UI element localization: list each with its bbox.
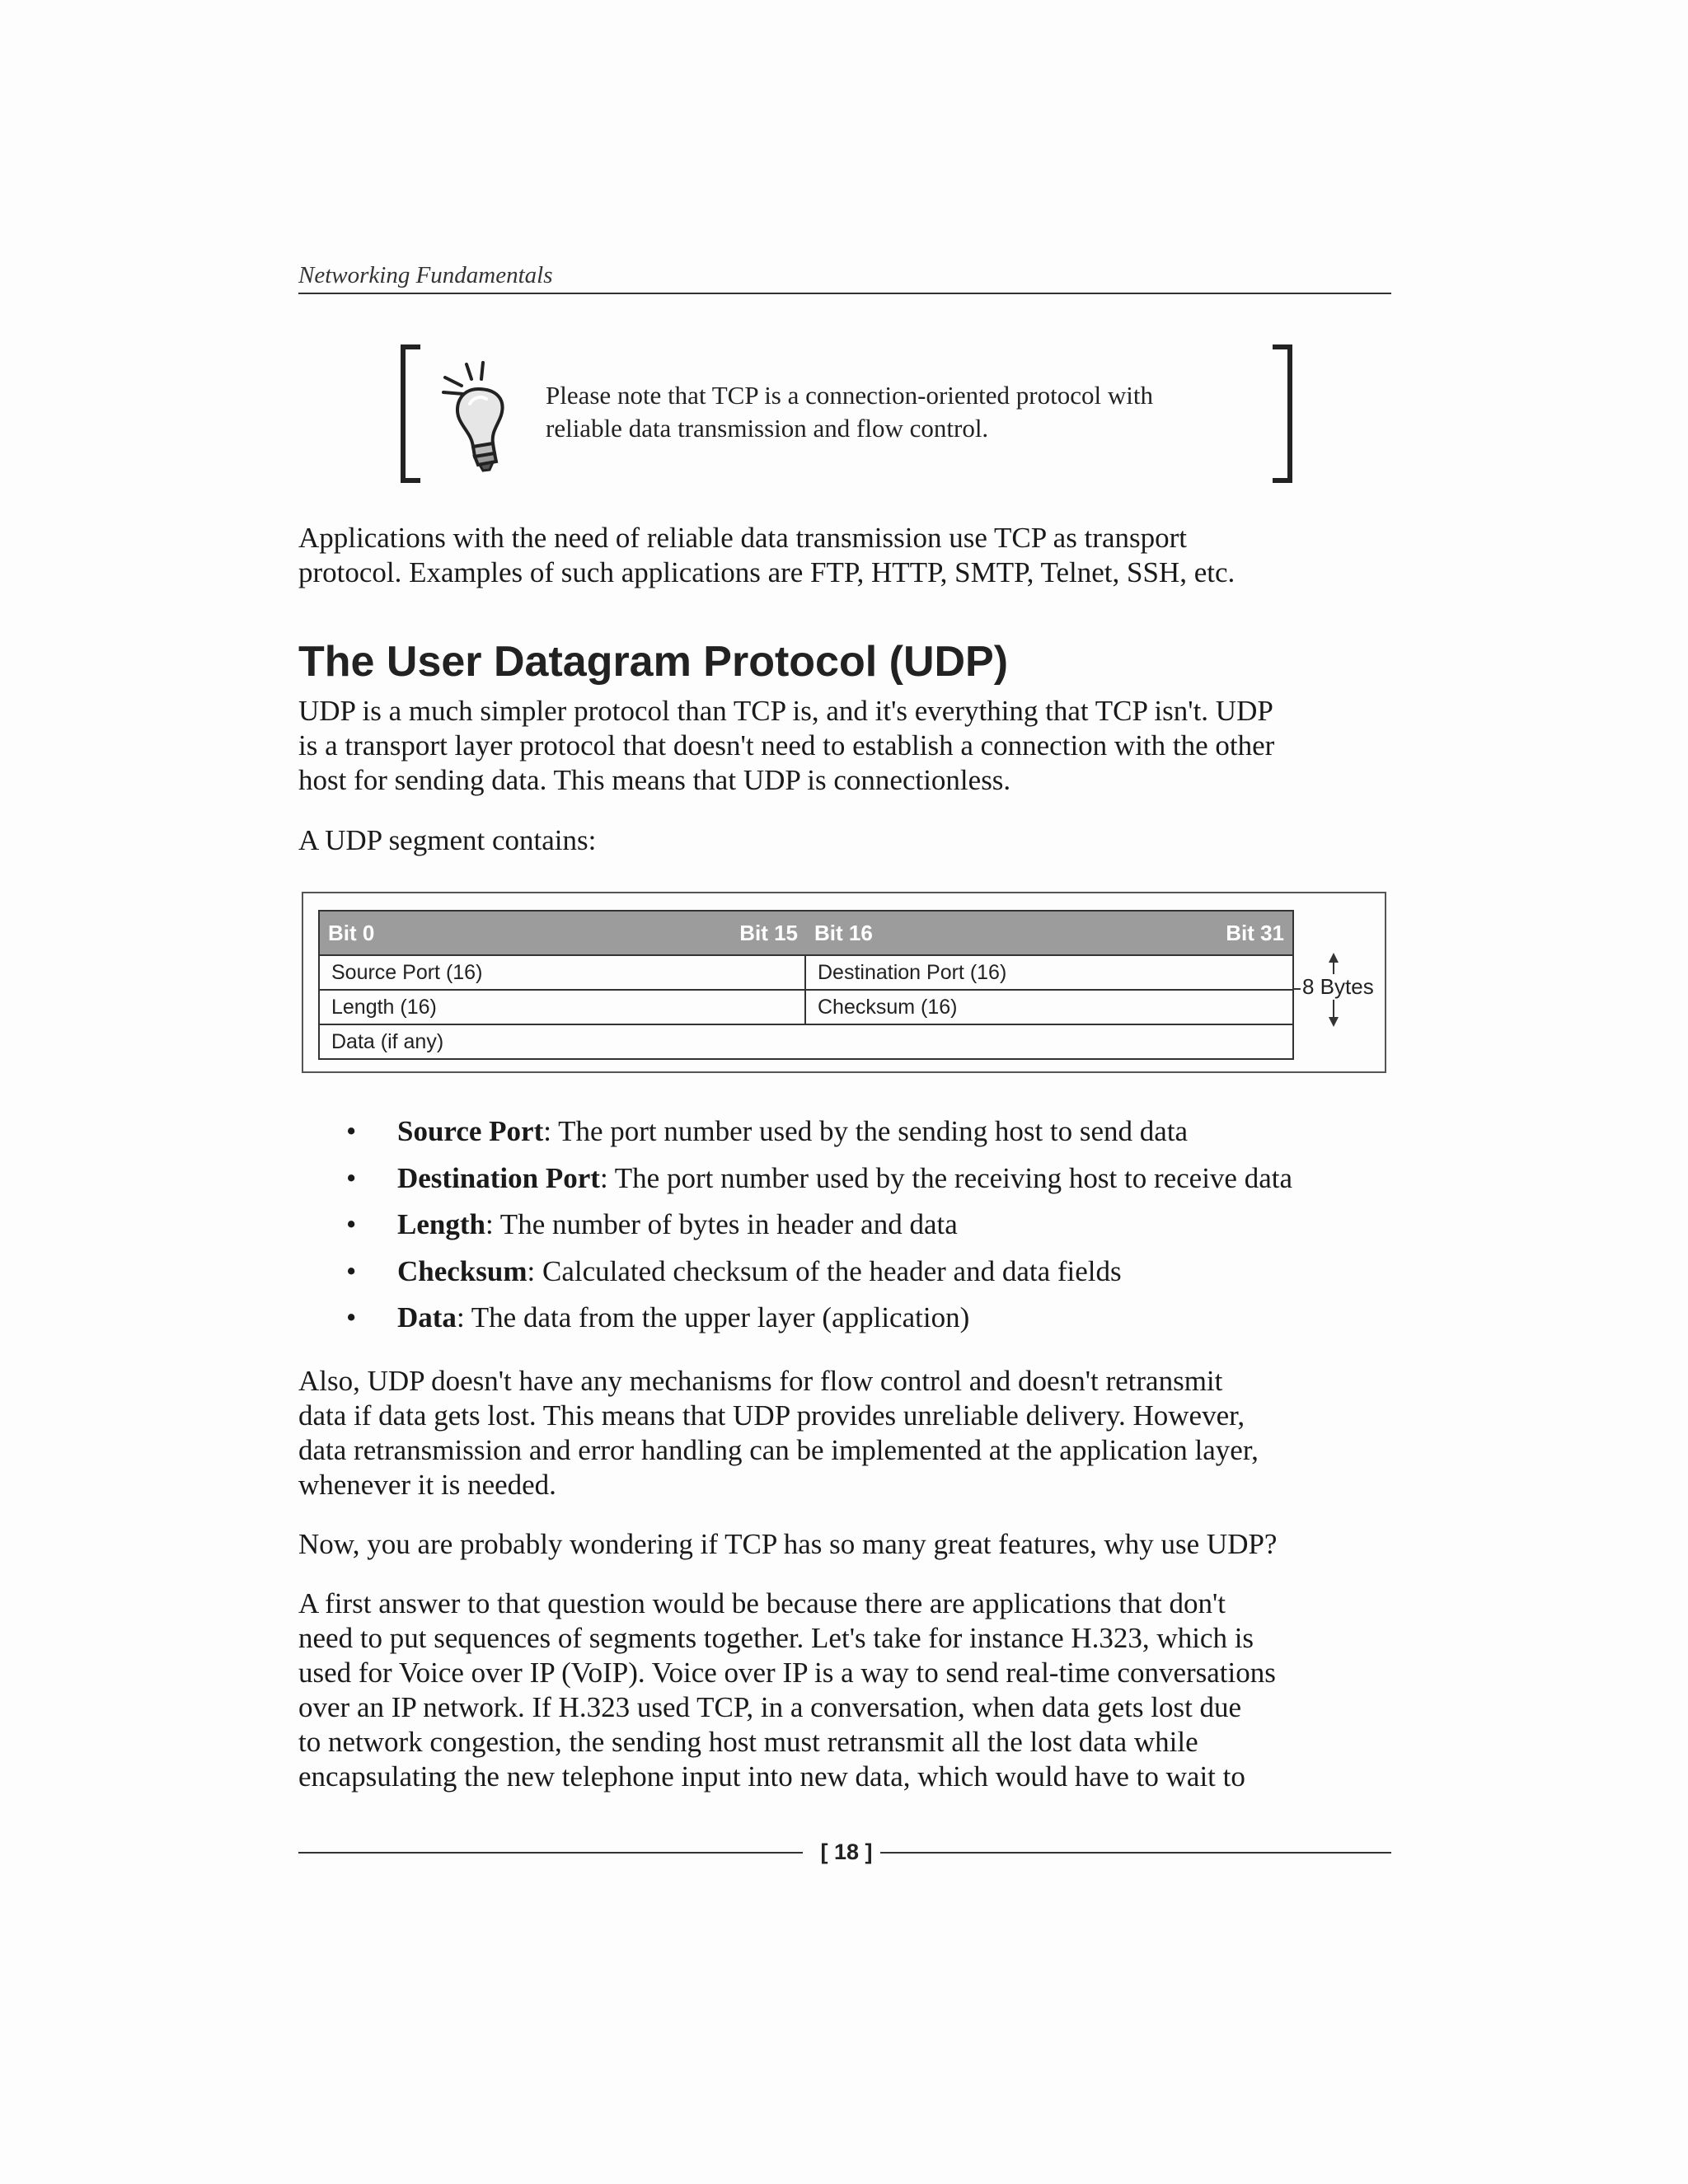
left-bracket: [401, 344, 420, 483]
page-number: [ 18 ]: [820, 1840, 873, 1864]
intro-paragraph: [298, 521, 1395, 590]
footer-rule: [298, 1852, 803, 1854]
list-desc: : The number of bytes in header and data: [485, 1208, 958, 1240]
page-footer: [298, 1840, 1391, 1864]
voip-paragraph: [298, 1586, 1395, 1794]
text-line: protocol. Examples of such applications are FTP, HTTP, SMTP, Telnet, SSH, etc.: [298, 556, 1236, 588]
flow-control-paragraph: [298, 1364, 1395, 1502]
list-item: • Checksum: Calculated checksum of the header and data fields: [346, 1254, 1122, 1287]
text-line: Applications with the need of reliable data transmission use TCP as transport: [298, 522, 1187, 554]
field-list: [346, 1114, 1418, 1347]
text-line: need to put sequences of segments together. Let's take for instance H.323, which is: [298, 1622, 1254, 1654]
bit-label: Bit 0: [328, 920, 375, 945]
text-line: encapsulating the new telephone input into new data, which would have to wait to: [298, 1760, 1245, 1793]
text-line: to network congestion, the sending host must retransmit all the lost data while: [298, 1726, 1198, 1758]
list-term: Source Port: [397, 1115, 544, 1147]
info-note-box: [394, 344, 1292, 476]
table-row: [320, 956, 1292, 989]
text-line: data if data gets lost. This means that UDP provides unreliable delivery. However,: [298, 1399, 1245, 1432]
lightbulb-icon: [438, 361, 513, 476]
list-term: Data: [397, 1301, 457, 1333]
bit-header-row: [320, 912, 1292, 956]
note-line: Please note that TCP is a connection-oriented protocol with: [546, 381, 1153, 410]
bit-label: Bit 16: [814, 920, 873, 945]
right-bracket: [1273, 344, 1292, 483]
text-line: over an IP network. If H.323 used TCP, in a conversation, when data gets lost due: [298, 1691, 1242, 1723]
list-item: • Length: The number of bytes in header and data: [346, 1208, 958, 1240]
field-cell: Checksum (16): [818, 995, 958, 1019]
udp-segment-figure: [302, 892, 1386, 1073]
segment-contains-paragraph: A UDP segment contains:: [298, 824, 597, 856]
field-cell: Data (if any): [331, 1029, 444, 1053]
text-line: used for Voice over IP (VoIP). Voice over IP is a way to send real-time conversations: [298, 1657, 1276, 1689]
table-row: [320, 989, 1292, 1024]
list-desc: : The port number used by the receiving host to receive data: [599, 1161, 1293, 1194]
note-line: reliable data transmission and flow control.: [546, 414, 989, 443]
text-line: whenever it is needed.: [298, 1469, 556, 1501]
text-line: A first answer to that question would be because there are applications that don't: [298, 1587, 1226, 1619]
list-desc: : The data from the upper layer (application): [456, 1301, 970, 1333]
text-line: host for sending data. This means that UDP is connectionless.: [298, 764, 1011, 796]
note-text: [546, 379, 1246, 445]
text-line: Also, UDP doesn't have any mechanisms for flow control and doesn't retransmit: [298, 1365, 1223, 1397]
text-line: is a transport layer protocol that doesn't need to establish a connection with the other: [298, 729, 1275, 762]
table-row: [320, 1024, 1292, 1058]
list-item: • Data: The data from the upper layer (application): [346, 1301, 970, 1333]
list-term: Destination Port: [397, 1161, 600, 1194]
footer-rule: [880, 1852, 1391, 1854]
size-label: 8 Bytes: [1302, 974, 1374, 999]
field-cell: Destination Port (16): [818, 960, 1007, 984]
list-desc: : The port number used by the sending host to send data: [543, 1115, 1189, 1147]
list-term: Checksum: [397, 1254, 528, 1287]
field-cell: Source Port (16): [320, 956, 806, 989]
list-item: • Source Port: The port number used by the sending host to send data: [346, 1115, 1189, 1147]
list-item: • Destination Port: The port number used by the receiving host to receive data: [346, 1161, 1293, 1194]
running-header: Networking Fundamentals: [298, 262, 1391, 294]
udp-header-table: [318, 910, 1294, 1060]
size-indicator: [1294, 953, 1386, 1027]
section-heading: The User Datagram Protocol (UDP): [298, 638, 1009, 686]
question-paragraph: Now, you are probably wondering if TCP has so many great features, why use UDP?: [298, 1528, 1278, 1560]
bit-label: Bit 31: [1226, 920, 1284, 945]
text-line: UDP is a much simpler protocol than TCP is, and it's everything that TCP isn't. UDP: [298, 695, 1273, 727]
list-desc: : Calculated checksum of the header and data fields: [527, 1254, 1122, 1287]
list-term: Length: [397, 1208, 485, 1240]
text-line: data retransmission and error handling can be implemented at the application layer,: [298, 1434, 1259, 1466]
bit-label: Bit 15: [739, 920, 798, 945]
udp-intro-paragraph: [298, 694, 1395, 798]
field-cell: Length (16): [320, 991, 806, 1024]
